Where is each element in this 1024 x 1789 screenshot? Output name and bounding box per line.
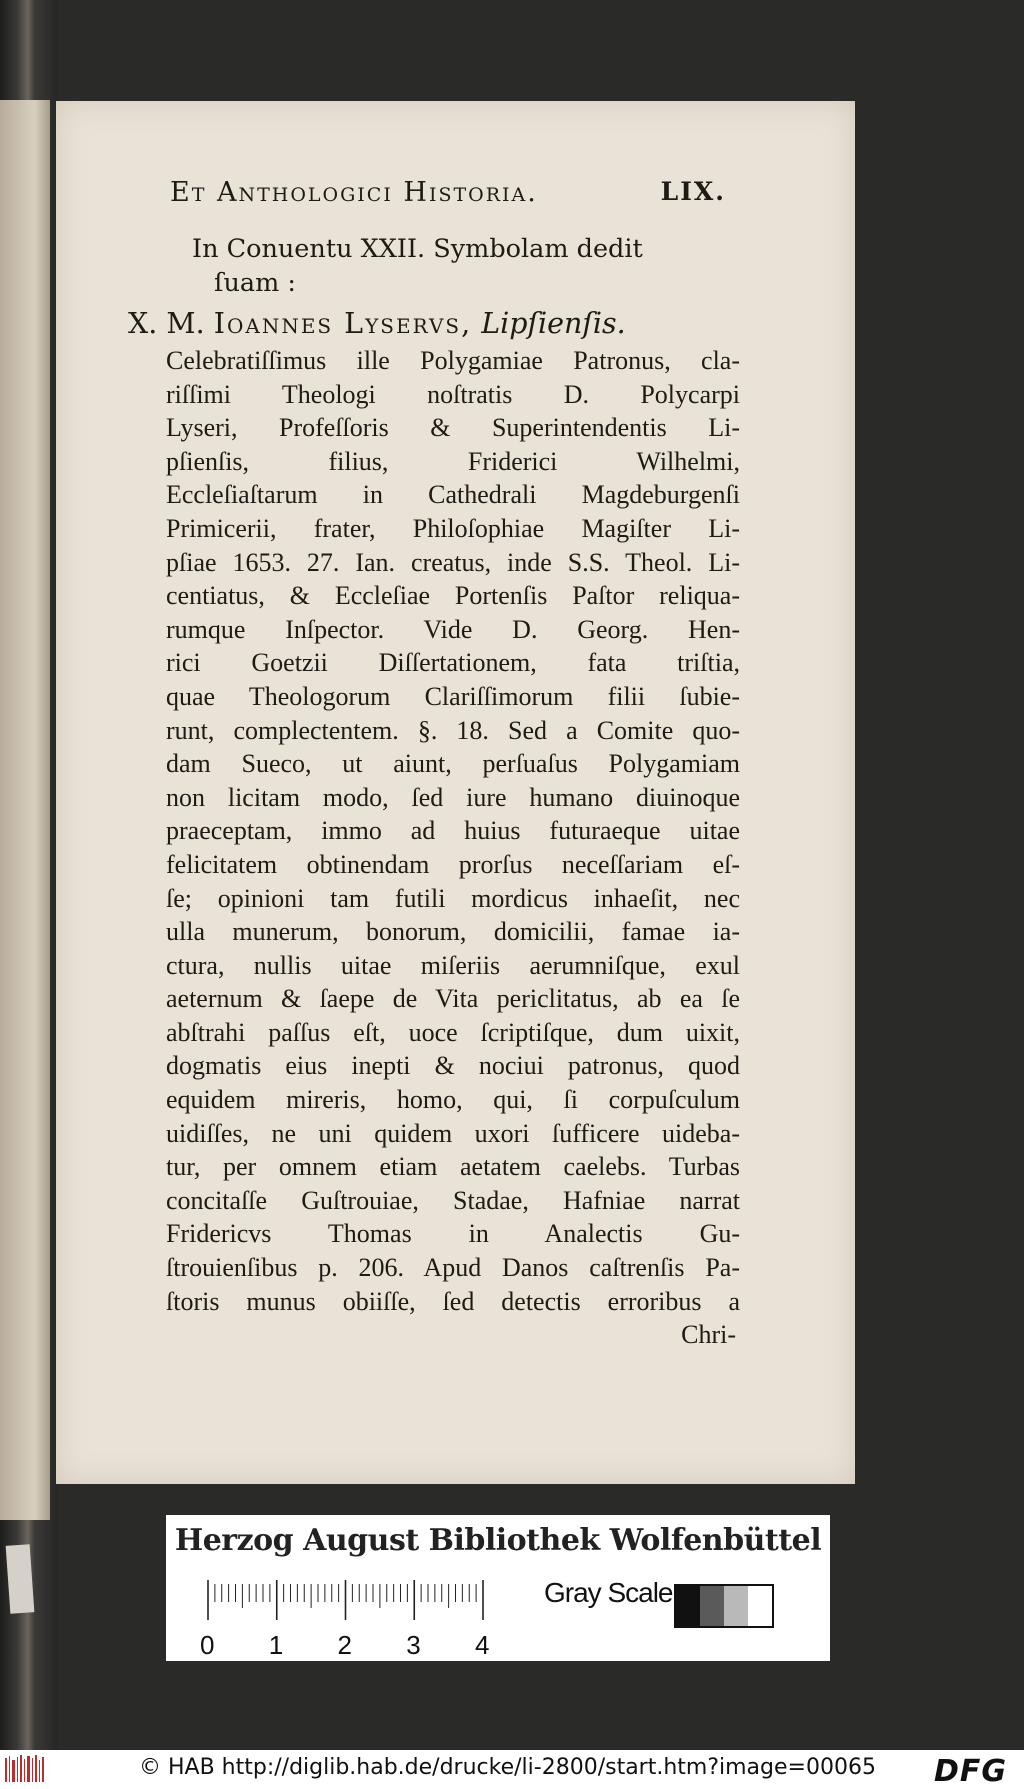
- library-color-card: [166, 1515, 830, 1661]
- entry-name: Ioannes Lyservs,: [213, 307, 473, 340]
- body-line: rici Goetzii Diſſertationem, fata triſtia,: [166, 648, 740, 678]
- entry-origin: Lipſienſis.: [481, 307, 626, 340]
- body-line: ctura, nullis uitae miſeriis aerumniſque, exul: [166, 950, 740, 980]
- ruler-number: 1: [268, 1630, 284, 1660]
- gray-scale-label: Gray Scale: [544, 1577, 673, 1608]
- gray-scale-swatches: [674, 1584, 774, 1628]
- text-block: [128, 232, 740, 1352]
- intro-line-1: In Conuentu XXII. Symbolam dedit: [192, 234, 643, 264]
- entry-body: [166, 344, 740, 1318]
- body-line: pſiae 1653. 27. Ian. creatus, inde S.S. Theol. Li-: [166, 547, 740, 577]
- ruler-scale: [206, 1580, 506, 1620]
- ruler-number: 3: [406, 1630, 421, 1660]
- body-line: dam Sueco, ut aiunt, perſuaſus Polygamiam: [166, 749, 740, 779]
- page-folio: LIX.: [660, 177, 726, 206]
- gray-swatch: [748, 1586, 772, 1626]
- entry-heading: [128, 304, 740, 344]
- body-line: runt, complectentem. §. 18. Sed a Comite quo-: [166, 715, 740, 745]
- body-line: concitaſſe Guſtrouiae, Stadae, Hafniae narrat: [166, 1185, 740, 1215]
- body-line: abſtrahi paſſus eſt, uoce ſcriptiſque, dum uixit,: [166, 1017, 740, 1047]
- intro-line-2: ſuam :: [214, 268, 296, 298]
- body-line: uidiſſes, ne uni quidem uxori ſufficere uideba-: [166, 1118, 740, 1148]
- card-title: Herzog August Bibliothek Wolfenbüttel: [174, 1523, 822, 1558]
- dfg-logo: DFG: [934, 1754, 1008, 1789]
- body-line: dogmatis eius inepti & nociui patronus, quod: [166, 1051, 740, 1081]
- footer-copyright-url[interactable]: © HAB http://diglib.hab.de/drucke/li-2800/start.htm?image=00065: [139, 1755, 876, 1780]
- body-line: tur, per omnem etiam aetatem caelebs. Turbas: [166, 1152, 740, 1182]
- body-line: ſtoris munus obiiſſe, ſed detectis erroribus a: [166, 1286, 740, 1316]
- body-line: Lyseri, Profeſſoris & Superintendentis Li-: [166, 413, 740, 443]
- intro-paragraph: [192, 232, 740, 300]
- body-line: Celebratiſſimus ille Polygamiae Patronus, cla-: [166, 346, 740, 375]
- gray-swatch: [676, 1586, 700, 1626]
- ruler-numbers: [196, 1630, 526, 1658]
- body-line: Eccleſiaſtarum in Cathedrali Magdeburgenſi: [166, 480, 740, 510]
- body-line: quae Theologorum Clariſſimorum filii ſubie-: [166, 681, 740, 711]
- body-line: equidem mireris, homo, qui, ſi corpuſculum: [166, 1085, 740, 1115]
- body-line: Fridericvs Thomas in Analectis Gu-: [166, 1219, 740, 1249]
- body-line: Primicerii, frater, Philoſophiae Magiſter Li-: [166, 513, 740, 543]
- body-line: pſienſis, filius, Friderici Wilhelmi,: [166, 446, 740, 476]
- body-line: riſſimi Theologi noſtratis D. Polycarpi: [166, 379, 740, 409]
- body-line: ſtrouienſibus p. 206. Apud Danos caſtrenſis Pa-: [166, 1253, 740, 1283]
- body-line: rumque Inſpector. Vide D. Georg. Hen-: [166, 614, 740, 644]
- footer-bar: [0, 1750, 1024, 1789]
- barcode-icon: [4, 1754, 46, 1784]
- body-line: ulla munerum, bonorum, domicilii, famae ia-: [166, 917, 740, 947]
- left-page-edge: [0, 100, 50, 1520]
- body-line: centiatus, & Eccleſiae Portenſis Paſtor reliqua-: [166, 581, 740, 611]
- catchword: Chri-: [681, 1320, 736, 1350]
- gray-swatch: [700, 1586, 724, 1626]
- body-line: non licitam modo, ſed iure humano diuinoque: [166, 782, 740, 812]
- body-line: praeceptam, immo ad huius futuraeque uitae: [166, 816, 740, 846]
- body-line: ſe; opinioni tam futili mordicus inhaeſit, nec: [166, 883, 740, 913]
- ruler-number: 4: [475, 1630, 490, 1660]
- gray-swatch: [724, 1586, 748, 1626]
- ruler-number: 0: [200, 1630, 215, 1660]
- ruler-number: 2: [337, 1630, 352, 1660]
- running-head-title: Et Anthologici Historia.: [170, 177, 538, 208]
- left-page-tag: [6, 1544, 35, 1614]
- entry-number: X. M.: [128, 307, 205, 340]
- body-line: aeternum & ſaepe de Vita periclitatus, ab ea ſe: [166, 984, 740, 1014]
- body-line: felicitatem obtinendam prorſus neceſſariam eſ-: [166, 849, 740, 879]
- running-head: [170, 177, 730, 217]
